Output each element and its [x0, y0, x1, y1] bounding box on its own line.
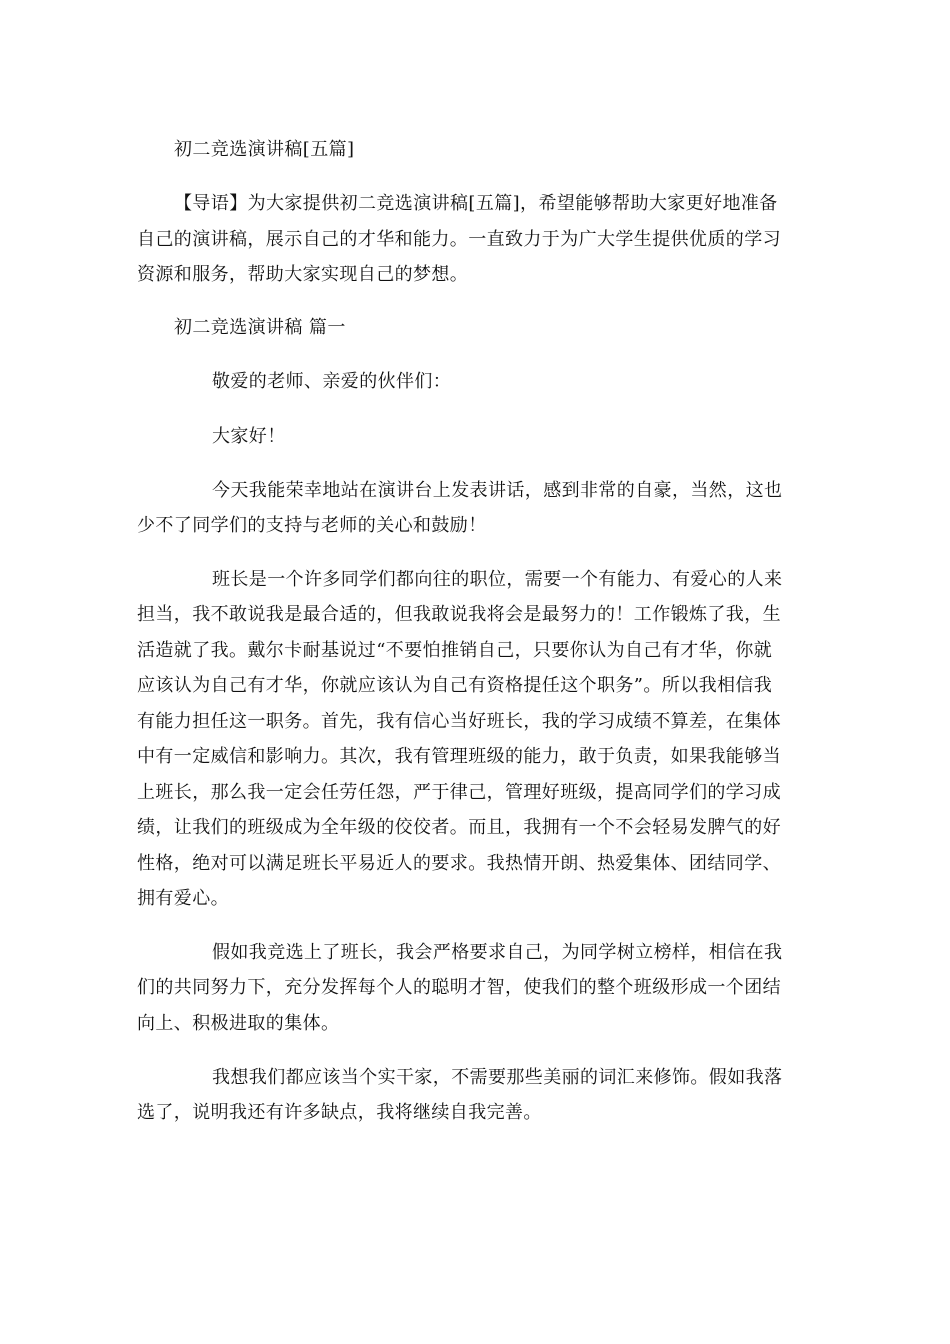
- paragraph-line: 今天我能荣幸地站在演讲台上发表讲话，感到非常的自豪，当然，这也: [212, 480, 783, 501]
- paragraph-line: 有能力担任这一职务。首先，我有信心当好班长，我的学习成绩不算差，在集体: [137, 711, 781, 732]
- intro-line: 资源和服务，帮助大家实现自己的梦想。: [137, 264, 469, 285]
- paragraph-line: 应该认为自己有才华，你就应该认为自己有资格提任这个职务”。所以我相信我: [137, 675, 773, 696]
- paragraph-line: 少不了同学们的支持与老师的关心和鼓励！: [137, 515, 487, 536]
- intro-line: 自己的演讲稿，展示自己的才华和能力。一直致力于为广大学生提供优质的学习: [137, 229, 781, 250]
- greeting: 大家好！: [212, 426, 286, 447]
- salutation: 敬爱的老师、亲爱的伙伴们：: [212, 371, 452, 392]
- document-title: 初二竞选演讲稿[五篇]: [174, 139, 355, 160]
- paragraph-line: 性格，绝对可以满足班长平易近人的要求。我热情开朗、热爱集体、团结同学、: [137, 853, 781, 874]
- paragraph-line: 绩，让我们的班级成为全年级的佼佼者。而且，我拥有一个不会轻易发脾气的好: [137, 817, 781, 838]
- paragraph-line: 活造就了我。戴尔卡耐基说过“不要怕推销自己，只要你认为自己有才华，你就: [137, 640, 773, 661]
- paragraph-line: 担当，我不敢说我是最合适的，但我敢说我将会是最努力的！工作锻炼了我，生: [137, 604, 781, 625]
- paragraph-line: 我想我们都应该当个实干家，不需要那些美丽的词汇来修饰。假如我落: [212, 1067, 783, 1088]
- paragraph-line: 中有一定威信和影响力。其次，我有管理班级的能力，敢于负责，如果我能够当: [137, 746, 781, 767]
- paragraph-line: 上班长，那么我一定会任劳任怨，严于律己，管理好班级，提高同学们的学习成: [137, 782, 781, 803]
- intro-line: 【导语】为大家提供初二竞选演讲稿[五篇]，希望能够帮助大家更好地准备: [174, 193, 778, 214]
- paragraph-line: 拥有爱心。: [137, 888, 229, 909]
- paragraph-line: 班长是一个许多同学们都向往的职位，需要一个有能力、有爱心的人来: [212, 569, 783, 590]
- section-heading: 初二竞选演讲稿 篇一: [174, 317, 346, 338]
- paragraph-line: 们的共同努力下，充分发挥每个人的聪明才智，使我们的整个班级形成一个团结: [137, 977, 781, 998]
- paragraph-line: 向上、积极进取的集体。: [137, 1013, 340, 1034]
- paragraph-line: 选了，说明我还有许多缺点，我将继续自我完善。: [137, 1102, 542, 1123]
- paragraph-line: 假如我竞选上了班长，我会严格要求自己，为同学树立榜样，相信在我: [212, 942, 783, 963]
